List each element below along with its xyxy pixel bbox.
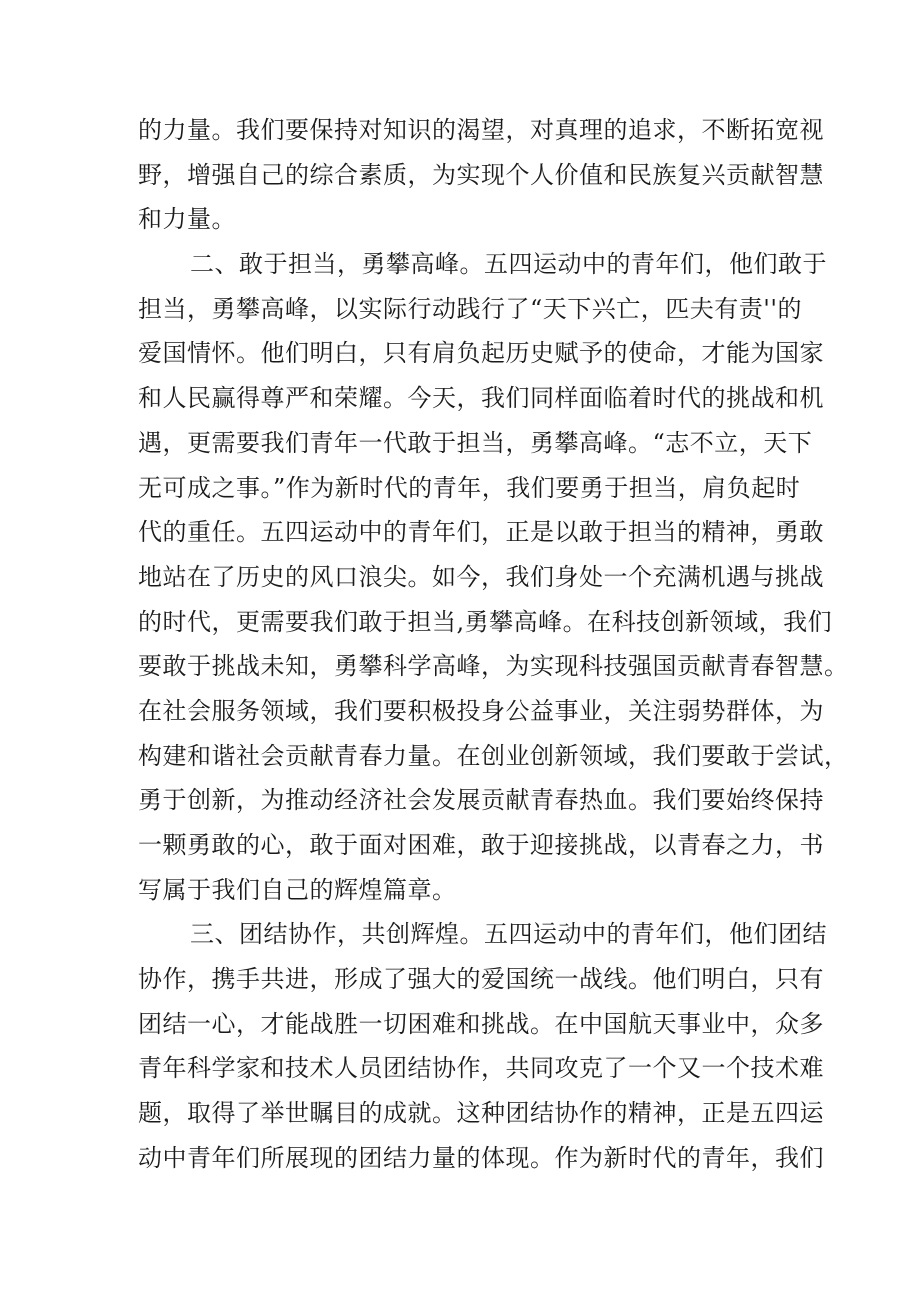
body-text (138, 108, 849, 1181)
text-line: 的力量。我们要保持对知识的渴望，对真理的追求，不断拓宽视 (138, 116, 824, 144)
text-line: 地站在了历史的风口浪尖。如今，我们身处一个充满机遇与挑战 (138, 562, 824, 591)
text-line: 遇，更需要我们青年一代敢于担当，勇攀高峰。“志不立，天下 (138, 428, 813, 457)
text-line: 三、团结协作，共创辉煌。五四运动中的青年们，他们团结 (190, 920, 827, 949)
text-line: 担当，勇攀高峰，以实际行动践行了“天下兴亡，匹夫有责''的 (138, 294, 802, 323)
text-line: 在社会服务领域，我们要积极投身公益事业，关注弱势群体，为 (138, 696, 824, 725)
text-line: 青年科学家和技术人员团结协作，共同攻克了一个又一个技术难 (138, 1054, 824, 1083)
text-line: 协作，携手共进，形成了强大的爱国统一战线。他们明白，只有 (138, 965, 824, 994)
text-line: 和人民赢得尊严和荣耀。今天，我们同样面临着时代的挑战和机 (138, 384, 824, 413)
text-line: 写属于我们自己的辉煌篇章。 (138, 875, 457, 904)
text-line: 代的重任。五四运动中的青年们，正是以敢于担当的精神，勇敢 (138, 518, 824, 547)
text-line: 构建和谐社会贡献青春力量。在创业创新领域，我们要敢于尝试， (138, 741, 849, 770)
text-line: 的时代，更需要我们敢于担当,勇攀高峰。在科技创新领域，我们 (138, 607, 833, 636)
text-line: 野，增强自己的综合素质，为实现个人价值和民族复兴贡献智慧 (138, 160, 824, 189)
text-line: 团结一心，才能战胜一切困难和挑战。在中国航天事业中，众多 (138, 1009, 824, 1038)
text-line: 爱国情怀。他们明白，只有肩负起历史赋予的使命，才能为国家 (138, 339, 824, 368)
text-line: 二、敢于担当，勇攀高峰。五四运动中的青年们，他们敢于 (190, 250, 827, 279)
text-line: 要敢于挑战未知，勇攀科学高峰，为实现科技强国贡献青春智慧。 (138, 652, 849, 681)
text-line: 一颗勇敢的心，敢于面对困难，敢于迎接挑战，以青春之力，书 (138, 831, 824, 859)
text-line: 勇于创新，为推动经济社会发展贡献青春热血。我们要始终保持 (138, 786, 824, 815)
text-line: 题，取得了举世瞩目的成就。这种团结协作的精神，正是五四运 (138, 1099, 824, 1128)
text-line: 动中青年们所展现的团结力量的体现。作为新时代的青年，我们 (138, 1143, 824, 1172)
text-line: 和力量。 (138, 205, 236, 234)
text-line: 无可成之事。”作为新时代的青年，我们要勇于担当，肩负起时 (138, 473, 801, 502)
